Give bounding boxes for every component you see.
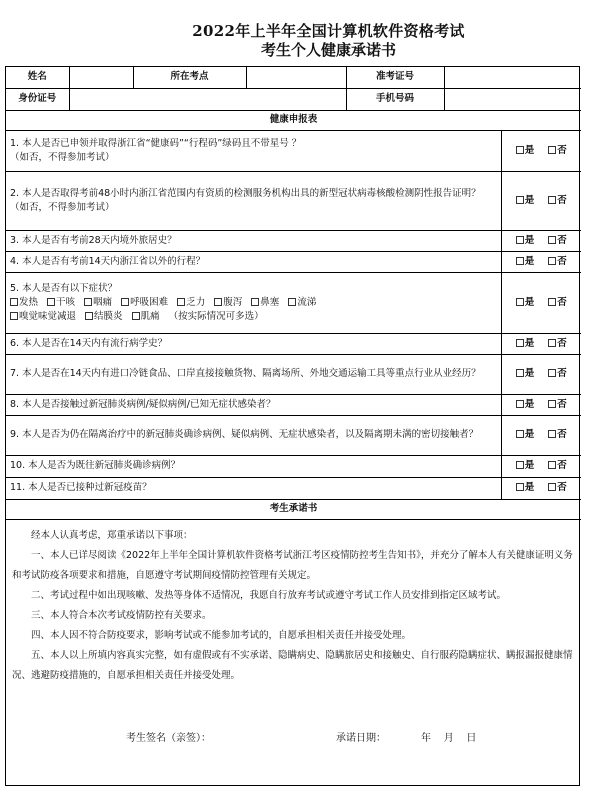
question-row [6,171,581,230]
question-note: （如否，不得参加考试） [10,201,115,213]
symptom-checkbox[interactable]: 流涕 [288,296,316,310]
no-checkbox[interactable]: 否 [548,337,567,351]
no-checkbox[interactable]: 否 [548,296,567,310]
id-field[interactable] [69,88,346,110]
question-text: 11. 本人是否已接种过新冠疫苗？ [6,477,501,499]
no-checkbox[interactable]: 否 [548,194,567,208]
promise-item: 四、本人因不符合防疫要求，影响考试或不能参加考试的，自愿承担相关责任并接受处理。 [31,629,412,641]
yes-no-options [501,130,581,171]
promise-body [6,520,579,686]
yes-no-options [501,251,581,272]
symptom-checkbox[interactable]: 嗅觉味觉减退 [10,310,76,324]
date-label: 承诺日期： [336,733,386,744]
no-checkbox[interactable]: 否 [548,481,567,495]
question-row [6,354,581,394]
yes-checkbox[interactable]: 是 [516,296,535,310]
symptom-checkbox[interactable]: 腹泻 [214,296,242,310]
document-title: 2022年上半年全国计算机软件资格考试 [192,22,465,40]
symptom-checkbox[interactable]: 咽痛 [84,296,112,310]
question-text: 7. 本人是否在14天内有进口冷链食品、口岸直接接触货物、隔离场所、外地交通运输工具等重点行业从业经历？ [6,354,501,394]
no-checkbox[interactable]: 否 [548,234,567,248]
promise-lead: 经本人认真考虑，郑重承诺以下事项： [31,529,193,541]
question-text: 8. 本人是否接触过新冠肺炎病例/疑似病例/已知无症状感染者？ [6,394,501,415]
yes-checkbox[interactable]: 是 [516,144,535,158]
yes-no-options [501,455,581,477]
health-section-row [6,110,581,130]
venue-field[interactable] [246,67,346,88]
yes-checkbox[interactable]: 是 [516,234,535,248]
symptom-checkbox[interactable]: 鼻塞 [251,296,279,310]
date-fields[interactable]: 年 月 日 [421,733,477,744]
yes-no-options [501,230,581,251]
question-row [6,415,581,455]
no-checkbox[interactable]: 否 [548,398,567,412]
yes-checkbox[interactable]: 是 [516,481,535,495]
question-text: 10. 本人是否为既往新冠肺炎确诊病例？ [6,455,501,477]
question-row [6,477,581,499]
health-form [6,67,581,520]
promise-item: 三、本人符合本次考试疫情防控有关要求。 [31,609,212,621]
name-field[interactable] [69,67,133,88]
yes-no-options [501,477,581,499]
question-text: 9. 本人是否为仍在隔离治疗中的新冠肺炎确诊病例、疑似病例、无症状感染者，以及隔离期未满的密切接触者？ [6,415,501,455]
info-row-2 [6,88,581,110]
yes-checkbox[interactable]: 是 [516,398,535,412]
question-note: （如否，不得参加考试） [10,151,115,163]
yes-no-options [501,171,581,230]
yes-no-options [501,415,581,455]
yes-checkbox[interactable]: 是 [516,367,535,381]
promise-item: 一、本人已详尽阅读《2022年上半年全国计算机软件资格考试浙江考区疫情防控考生告知书》，并充分了解本人有关健康证明义务和考试防疫各项要求和措施，自愿遵守考试期间疫情防控管理有关规定。 [12,549,573,581]
symptom-hint: （按实际情况可多选） [168,310,264,322]
symptom-checkbox[interactable]: 呼吸困难 [121,296,168,310]
symptom-checkbox[interactable]: 发热 [10,296,38,310]
promise-item: 二、考试过程中如出现咳嗽、发热等身体不适情况，我愿自行放弃考试或遵守考试工作人员安排到指定区域考试。 [31,589,507,601]
yes-no-options [501,272,581,333]
health-section-title: 健康申报表 [6,110,581,130]
question-row [6,394,581,415]
question-text: 1. 本人是否已申领并取得浙江省“健康码”“行程码”绿码且不带星号 ？ （如否，不得参加考试） [6,130,501,171]
question-row [6,272,581,333]
form-frame [5,66,580,786]
no-checkbox[interactable]: 否 [548,255,567,269]
ticket-field[interactable] [444,67,581,88]
no-checkbox[interactable]: 否 [548,459,567,473]
promise-item: 五、本人以上所填内容真实完整，如有虚假或有不实承诺、隐瞒病史、隐瞒旅居史和接触史、自行服药隐瞒症状、瞒报漏报健康情况、逃避防疫措施的，自愿承担相关责任并接受处理。 [12,649,573,681]
symptom-checkbox[interactable]: 肌痛 [132,310,160,324]
question-row [6,333,581,354]
question-text: 4. 本人是否有考前14天内浙江省以外的行程？ [6,251,501,272]
ticket-label: 准考证号 [346,67,444,88]
phone-field[interactable] [444,88,581,110]
document-subtitle: 考生个人健康承诺书 [260,41,396,59]
question-row [6,130,581,171]
name-label: 姓名 [6,67,69,88]
no-checkbox[interactable]: 否 [548,428,567,442]
promise-section-row [6,499,581,519]
question-text: 6. 本人是否在14天内有流行病学史？ [6,333,501,354]
question-row [6,230,581,251]
symptom-checkbox[interactable]: 乏力 [177,296,205,310]
question-text: 3. 本人是否有考前28天内境外旅居史？ [6,230,501,251]
venue-label: 所在考点 [133,67,246,88]
info-row-1 [6,67,581,88]
yes-checkbox[interactable]: 是 [516,337,535,351]
no-checkbox[interactable]: 否 [548,367,567,381]
promise-section-title: 考生承诺书 [6,499,581,519]
phone-label: 手机号码 [346,88,444,110]
question-row [6,455,581,477]
signature-label: 考生签名（亲签）： [126,733,211,744]
yes-checkbox[interactable]: 是 [516,428,535,442]
question-text: 2. 本人是否取得考前48小时内浙江省范围内有资质的检测服务机构出具的新型冠状病毒核酸检测阴性报告证明？ （如否，不得参加考试） [6,171,501,230]
yes-no-options [501,394,581,415]
yes-no-options [501,333,581,354]
question-row [6,251,581,272]
yes-checkbox[interactable]: 是 [516,459,535,473]
yes-checkbox[interactable]: 是 [516,255,535,269]
question-text: 5. 本人是否有以下症状？ 发热 干咳 咽痛 呼吸困难 乏力 腹泻 鼻塞 流涕 嗅觉味觉减退 结膜炎 肌痛 （按实际情况可多选） [6,272,501,333]
symptom-checkbox[interactable]: 结膜炎 [85,310,123,324]
no-checkbox[interactable]: 否 [548,144,567,158]
id-label: 身份证号 [6,88,69,110]
yes-no-options [501,354,581,394]
yes-checkbox[interactable]: 是 [516,194,535,208]
symptom-checkbox[interactable]: 干咳 [47,296,75,310]
